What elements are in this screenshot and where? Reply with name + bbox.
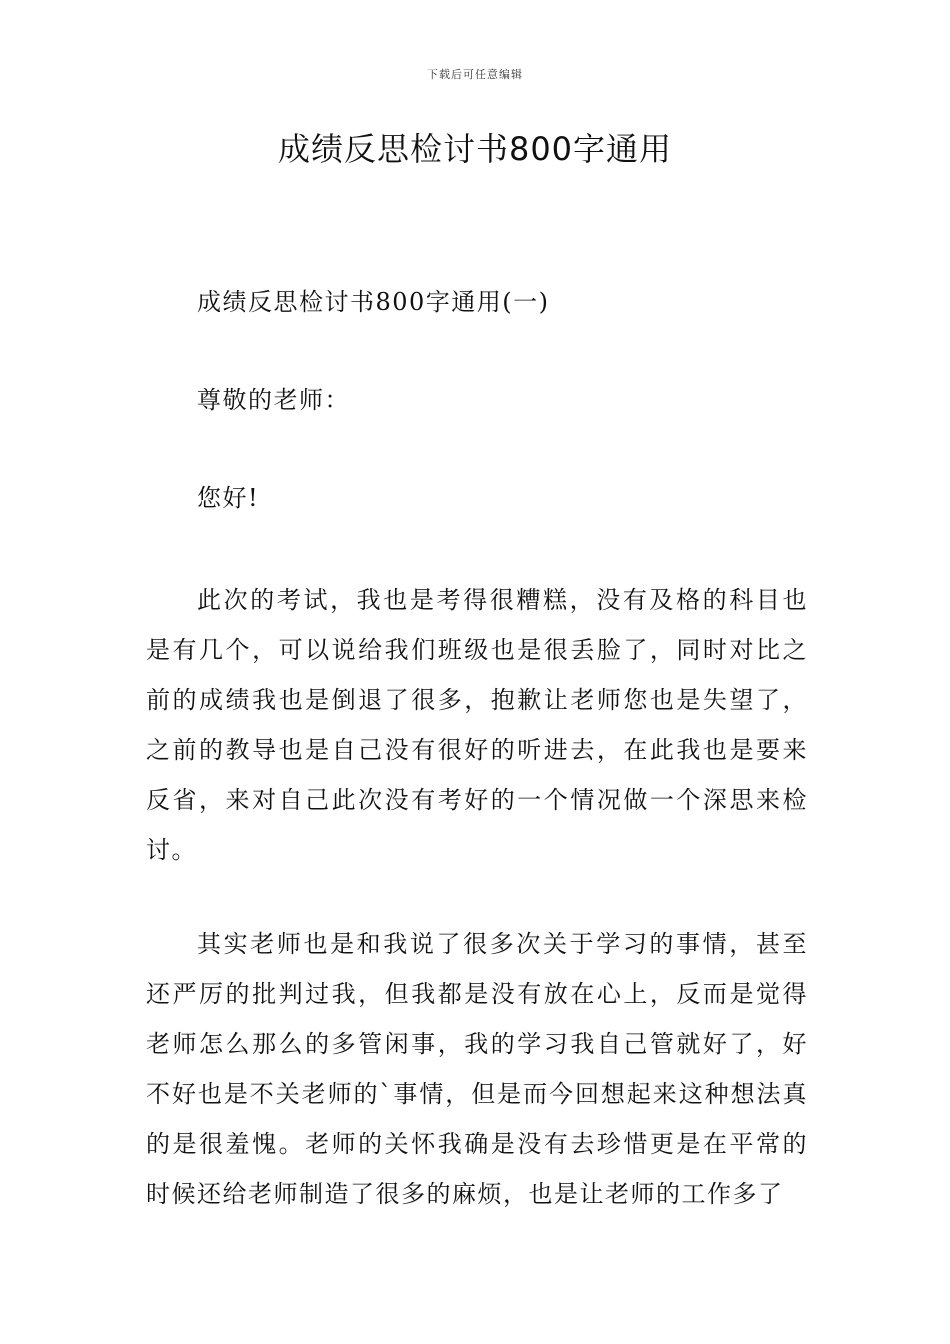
body-paragraph: 此次的考试，我也是考得很糟糕，没有及格的科目也是有几个，可以说给我们班级也是很丢脸了，同时对比之前的成绩我也是倒退了很多，抱歉让老师您也是失望了，之前的教导也是自己没有很好的听进去，在此我也是要来反省，来对自己此次没有考好的一个情况做一个深思来检讨。 bbox=[146, 586, 808, 864]
page-title: 成绩反思检讨书800字通用 bbox=[277, 130, 673, 168]
body-paragraph: 其实老师也是和我说了很多次关于学习的事情，甚至还严厉的批判过我，但我都是没有放在心上，反而是觉得老师怎么那么的多管闲事，我的学习我自己管就好了，好不好也是不关老师的`事情，但是而今回想起来这种想法真的是很羞愧。老师的关怀我确是没有去珍惜更是在平常的时候还给老师制造了很多的麻烦，也是让老师的工作多了 bbox=[146, 930, 808, 1208]
salutation: 尊敬的老师： bbox=[197, 386, 350, 414]
header-note: 下载后可任意编辑 bbox=[427, 68, 523, 81]
greeting: 您好! bbox=[197, 484, 260, 512]
section-heading: 成绩反思检讨书800字通用(一) bbox=[197, 288, 550, 316]
